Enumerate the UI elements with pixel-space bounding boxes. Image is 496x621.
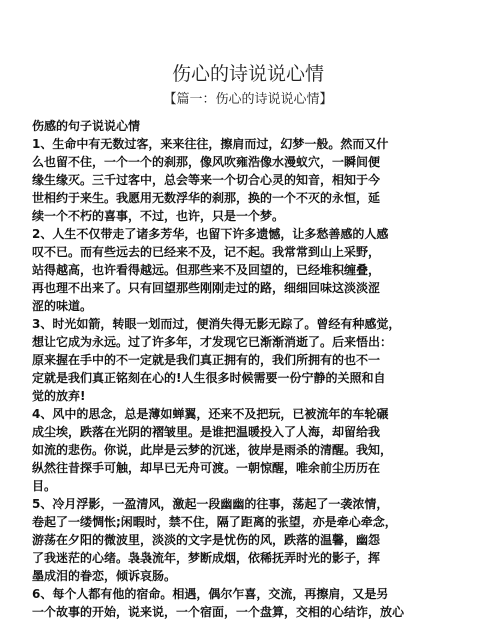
section-heading: 【篇一：伤心的诗说说心情】 — [163, 92, 333, 107]
body-text-line: 续一个不朽的喜事，不过，也许，只是一个梦。 — [32, 209, 285, 223]
body-text-line: 么也留不住，一个一个的刹那，像风吹雍浩像水漫蚁穴，一瞬间便 — [32, 155, 381, 169]
section-title: 伤感的句子说说心情 — [32, 119, 141, 133]
body-text-line: 世相约于来生。我愿用无数浮华的刹那，换的一个不灭的永恒，延 — [32, 191, 381, 205]
body-text-line: 目。 — [32, 479, 57, 493]
body-text-line: 4、风中的思念，总是薄如蝉翼，还来不及把玩，已被流年的车轮碾 — [32, 407, 389, 421]
body-text-line: 6、每个人都有他的宿命。相遇，偶尔乍喜，交流，再擦肩，又是另 — [32, 587, 389, 601]
body-text-line: 墨成泪的眷恋，倾诉哀肠。 — [32, 569, 177, 583]
article-body — [32, 117, 466, 621]
body-text-line: 纵然往昔探手可触，却早已无舟可渡。一朝惊醒，唯余前尘历历在 — [32, 461, 381, 475]
body-text-line: 缘生缘灭。三千过客中，总会等来一个切合心灵的知音，相知于今 — [32, 173, 381, 187]
body-text-line: 涩的味道。 — [32, 299, 93, 313]
body-text-line: 觉的放弃! — [32, 389, 86, 403]
body-text-line: 游荡在夕阳的微波里，淡淡的文字是忧伤的风，跌落的温馨，幽怨 — [32, 533, 381, 547]
body-text-line: 3、时光如箭，转眼一划而过，便消失得无影无踪了。曾经有种感觉， — [32, 317, 401, 331]
body-text-line: 定就是我们真正铭刻在心的!人生很多时候需要一份宁静的关照和自 — [32, 371, 386, 385]
body-text-line: 1、生命中有无数过客，来来往往，擦肩而过，幻梦一般。然而又什 — [32, 137, 389, 151]
body-text-line: 站得越高，也许看得越远。但那些来不及回望的，已经堆积缠叠， — [32, 263, 381, 277]
body-text-line: 卷起了一缕惆怅;闲暇时，禁不住，隔了距离的张望，亦是牵心牵念， — [32, 515, 397, 529]
body-text-line: 5、冷月浮影，一盈清风，激起一段幽幽的往事，荡起了一袭浓情， — [32, 497, 389, 511]
body-text-line: 叹不已。而有些远去的已经来不及，记不起。我常常到山上采野， — [32, 245, 381, 259]
body-text-line: 再也理不出来了。只有回望那些刚刚走过的路，细细回味这淡淡涩 — [32, 281, 381, 295]
body-text-line: 了我迷茫的心绪。袅袅流年，梦断成烟，依稀抚弄时光的影子，挥 — [32, 551, 381, 565]
body-text-line: 原来握在手中的不一定就是我们真正拥有的，我们所拥有的也不一 — [32, 353, 381, 367]
body-text-line: 如流的悲伤。你说，此岸是云梦的沉迷，彼岸是雨杀的清醒。我知， — [32, 443, 393, 457]
body-text-line: 成尘埃，跌落在光阴的褶皱里。是谁把温暖投入了人海，却留给我 — [32, 425, 381, 439]
page-title: 伤心的诗说说心情 — [171, 63, 324, 85]
body-text-line: 一个故事的开始，说来说，一个宿面，一个盘算，交相的心结诈，放心 — [32, 605, 405, 619]
body-text-line: 想让它成为永远。过了许多年，才发现它已渐渐消逝了。后来悟出： — [32, 335, 393, 349]
body-text-line: 2、人生不仅带走了诸多芳华，也留下许多遗憾，让多愁善感的人感 — [32, 227, 389, 241]
